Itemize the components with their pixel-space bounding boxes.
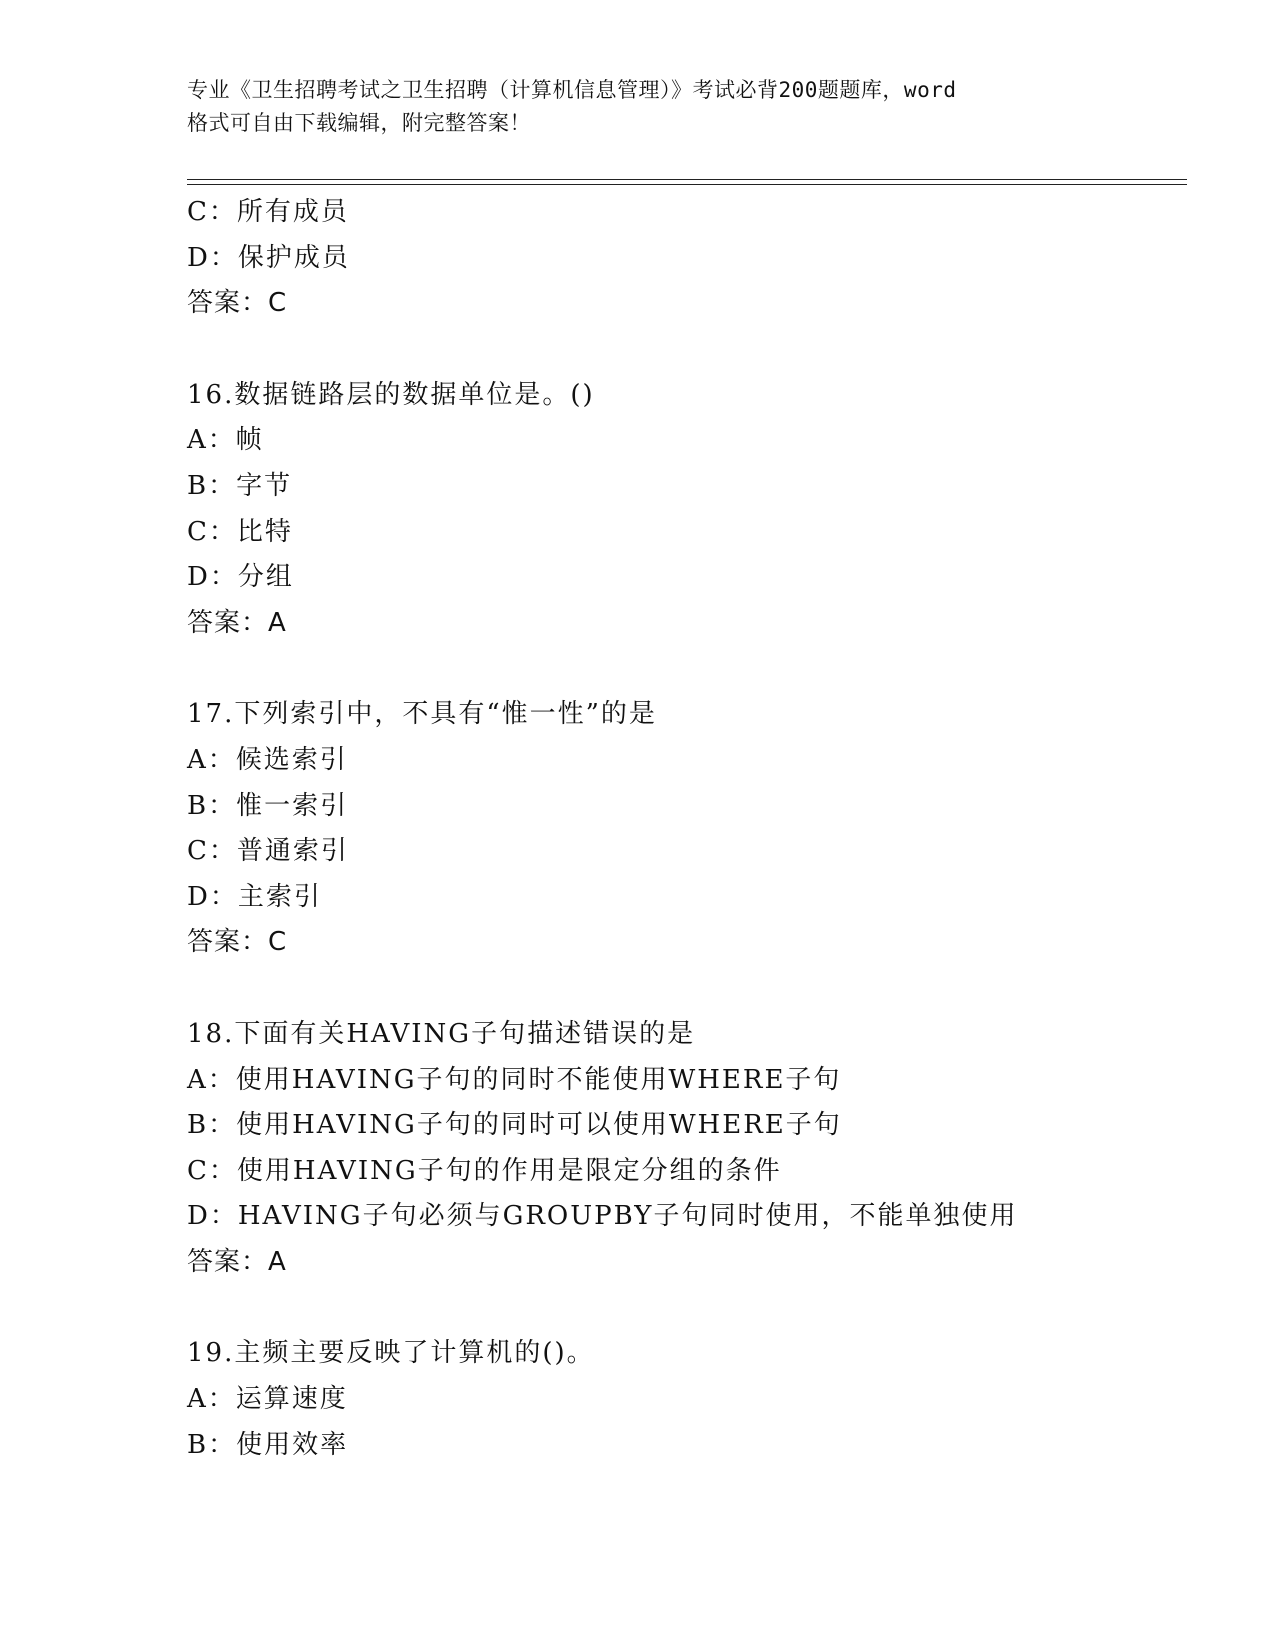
answer-line: 答案：A [187,1246,287,1277]
answer-line: 答案：A [187,607,287,638]
option-a: A：运算速度 [187,1384,348,1415]
option-c: C：所有成员 [187,197,349,227]
option-b: B：使用效率 [187,1429,349,1460]
option-a: A：帧 [187,425,264,456]
option-c: C：比特 [187,516,293,547]
option-d: D：主索引 [187,881,322,912]
option-d: D：HAVING子句必须与GROUPBY子句同时使用，不能单独使用 [187,1201,1018,1232]
spacer [187,327,1187,373]
option-a: A：候选索引 [187,744,348,775]
question-stem: 16.数据链路层的数据单位是。() [187,379,595,410]
answer-line: 答案：C [187,927,288,958]
option-a: A：使用HAVING子句的同时不能使用WHERE子句 [187,1064,842,1095]
header-line-2: 格式可自由下载编辑，附完整答案！ [187,111,531,135]
question-stem: 18.下面有关HAVING子句描述错误的是 [187,1018,696,1049]
question-stem: 19.主频主要反映了计算机的()。 [187,1338,595,1369]
question-list [187,190,1187,1468]
option-d: D：保护成员 [187,242,350,273]
document-header [187,74,1087,140]
header-divider-top [187,179,1187,180]
option-b: B：惟一索引 [187,790,349,821]
option-b: B：字节 [187,470,293,501]
spacer [187,646,1187,692]
header-divider-bottom [187,184,1187,185]
option-b: B：使用HAVING子句的同时可以使用WHERE子句 [187,1110,842,1141]
header-line-1: 专业《卫生招聘考试之卫生招聘（计算机信息管理）》考试必背200题题库，word [187,78,957,102]
question-stem: 17.下列索引中，不具有“惟一性”的是 [187,699,657,730]
option-c: C：使用HAVING子句的作用是限定分组的条件 [187,1155,782,1186]
spacer [187,1285,1187,1331]
option-c: C：普通索引 [187,836,349,867]
answer-line: 答案：C [187,288,288,319]
spacer [187,966,1187,1012]
option-d: D：分组 [187,562,294,593]
